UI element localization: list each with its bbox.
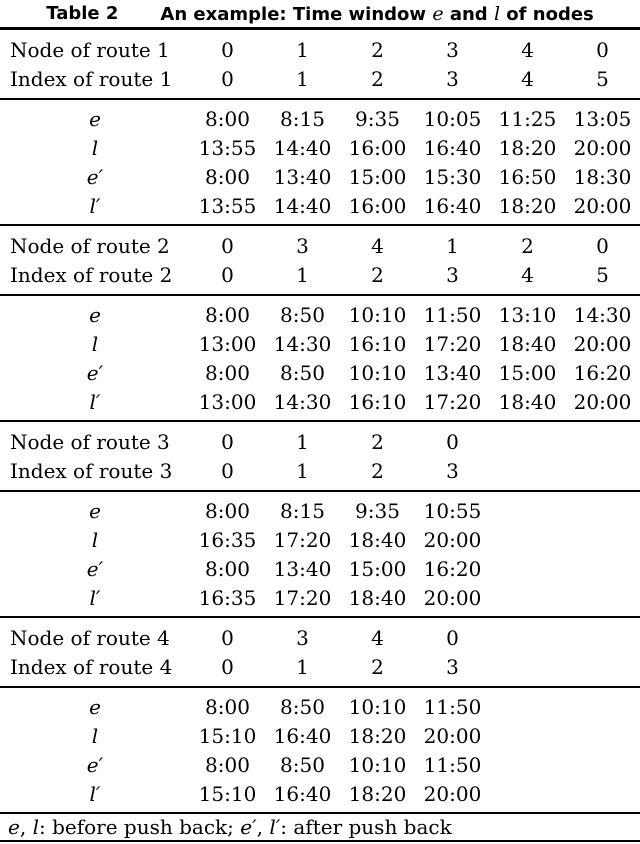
route-1-time-row-value: 13:55 (198, 193, 257, 218)
route-4-time-row-value: 15:10 (198, 781, 257, 806)
route-1-time-row-value: 20:00 (573, 135, 632, 160)
route-4-time-row-value: 11:50 (423, 752, 482, 777)
route-4-time-row-label: l′ (89, 781, 101, 806)
route-3-time-row (0, 525, 640, 554)
route-4-index-row-value: 2 (371, 654, 384, 679)
table-footnote (0, 814, 640, 842)
table-caption (160, 3, 593, 25)
route-1-index-row-value: 2 (371, 66, 384, 91)
route-3-time-row (0, 554, 640, 583)
route-2-time-row-value: 13:10 (498, 302, 557, 327)
route-2-time-row-value: 8:50 (280, 302, 325, 327)
route-1-time-row-value: 16:40 (423, 193, 482, 218)
route-4-index-row-value: 1 (296, 654, 309, 679)
route-3-index-row-value: 1 (296, 458, 309, 483)
text-segment: , (256, 815, 270, 839)
route-4-time-row-value: 8:50 (280, 694, 325, 719)
route-2-time-row-value: 13:00 (198, 389, 257, 414)
route-1-index-row-value: 3 (446, 66, 459, 91)
route-2-index-row-value: 3 (446, 262, 459, 287)
route-1-index-row-value: 1 (296, 66, 309, 91)
route-4-node-row-value: 4 (371, 625, 384, 650)
route-2-node-row-value: 4 (371, 233, 384, 258)
route-2-time-row-value: 16:10 (348, 389, 407, 414)
route-1-index-row-value: 4 (521, 66, 534, 91)
route-2-index-row-value: 2 (371, 262, 384, 287)
route-2-time-row-value: 13:00 (198, 331, 257, 356)
text-segment: , (19, 815, 33, 839)
route-4-time-row-value: 18:20 (348, 781, 407, 806)
route-2-index-row-value: 4 (521, 262, 534, 287)
route-2-time-row-label: l (91, 331, 99, 356)
route-3-node-row-value: 2 (371, 429, 384, 454)
route-4-time-row-label: e′ (86, 752, 104, 777)
table-number-label: Table 2 (46, 3, 119, 24)
route-1-time-row-value: 8:00 (205, 164, 250, 189)
route-3-time-row-value: 8:00 (205, 556, 250, 581)
route-1-time-row-value: 14:40 (273, 193, 332, 218)
route-4-time-row-value: 15:10 (198, 723, 257, 748)
route-4-node-row-value: 0 (446, 625, 459, 650)
route-3-time-row-value: 18:40 (348, 527, 407, 552)
route-2-node-row-label: Node of route 2 (10, 233, 170, 258)
route-1-time-row-value: 13:40 (273, 164, 332, 189)
route-4-time-row-label: l (91, 723, 99, 748)
route-4-time-row-value: 8:00 (205, 694, 250, 719)
route-4-index-row-label: Index of route 4 (10, 654, 173, 679)
route-1-node-row-value: 0 (596, 37, 609, 62)
route-1-time-row-value: 15:00 (348, 164, 407, 189)
route-2-time-row-value: 18:40 (498, 389, 557, 414)
route-2-index-row-value: 5 (596, 262, 609, 287)
route-1-index-row-label: Index of route 1 (10, 66, 173, 91)
route-2-time-row-value: 8:00 (205, 302, 250, 327)
route-1-time-row-value: 20:00 (573, 193, 632, 218)
route-1-node-row-value: 2 (371, 37, 384, 62)
route-2-time-row-value: 20:00 (573, 389, 632, 414)
route-1-time-row-label: l′ (89, 193, 101, 218)
math-variable: e (8, 815, 20, 839)
route-3-time-row-value: 8:15 (280, 498, 325, 523)
route-1-time-row-value: 18:30 (573, 164, 632, 189)
route-3-time-row-value: 16:20 (423, 556, 482, 581)
route-1-time-row-value: 16:50 (498, 164, 557, 189)
route-3-time-row-label: l (91, 527, 99, 552)
route-3-time-row-label: e′ (86, 556, 104, 581)
route-2-time-row (0, 387, 640, 416)
route-2-time-row (0, 329, 640, 358)
route-1-time-row-value: 18:20 (498, 135, 557, 160)
route-2-time-row-value: 16:20 (573, 360, 632, 385)
route-1-time-row (0, 104, 640, 133)
route-2-time-row-value: 14:30 (273, 331, 332, 356)
route-2-time-row-value: 16:10 (348, 331, 407, 356)
route-3-time-row-value: 20:00 (423, 527, 482, 552)
route-4-node-row (0, 623, 640, 652)
route-2-time-row-label: l′ (89, 389, 101, 414)
route-2-index-row-value: 1 (296, 262, 309, 287)
route-4-time-row-label: e (89, 694, 101, 719)
route-1-time-row-value: 8:00 (205, 106, 250, 131)
route-1-time-row-value: 16:00 (348, 135, 407, 160)
route-2-time-row-value: 10:10 (348, 302, 407, 327)
route-2-header-section (0, 226, 640, 296)
route-2-node-row (0, 231, 640, 260)
route-2-time-row-label: e (89, 302, 101, 327)
route-3-time-section (0, 492, 640, 618)
math-variable: l (493, 2, 501, 25)
route-4-time-row-value: 10:10 (348, 752, 407, 777)
route-1-time-row-value: 15:30 (423, 164, 482, 189)
text-segment: : before push back; (38, 815, 241, 839)
route-2-time-section (0, 296, 640, 422)
route-3-time-row-label: e (89, 498, 101, 523)
route-1-time-row-value: 18:20 (498, 193, 557, 218)
route-4-time-row (0, 779, 640, 808)
route-3-index-row-label: Index of route 3 (10, 458, 173, 483)
route-1-time-row-value: 16:00 (348, 193, 407, 218)
route-1-index-row-value: 5 (596, 66, 609, 91)
route-3-time-row-value: 20:00 (423, 585, 482, 610)
route-2-time-row-value: 17:20 (423, 331, 482, 356)
route-2-time-row-value: 18:40 (498, 331, 557, 356)
route-4-time-row-value: 16:40 (273, 781, 332, 806)
route-2-time-row-label: e′ (86, 360, 104, 385)
table-title (0, 0, 640, 30)
route-4-node-row-label: Node of route 4 (10, 625, 170, 650)
route-3-time-row (0, 496, 640, 525)
route-2-node-row-value: 1 (446, 233, 459, 258)
route-1-time-row (0, 133, 640, 162)
route-1-time-row-value: 13:05 (573, 106, 632, 131)
route-1-time-section (0, 100, 640, 226)
route-4-time-row (0, 750, 640, 779)
route-2-node-row-value: 0 (596, 233, 609, 258)
route-2-node-row-value: 0 (221, 233, 234, 258)
route-2-time-row-value: 20:00 (573, 331, 632, 356)
route-1-time-row-label: e (89, 106, 101, 131)
route-3-time-row-value: 15:00 (348, 556, 407, 581)
route-1-time-row-value: 13:55 (198, 135, 257, 160)
text-segment: and (443, 3, 494, 25)
table-body (0, 30, 640, 814)
route-4-time-row (0, 721, 640, 750)
route-4-node-row-value: 3 (296, 625, 309, 650)
route-2-node-row-value: 2 (521, 233, 534, 258)
route-4-index-row (0, 652, 640, 681)
route-1-node-row-value: 0 (221, 37, 234, 62)
route-1-time-row-value: 10:05 (423, 106, 482, 131)
route-3-time-row (0, 583, 640, 612)
route-3-node-row (0, 427, 640, 456)
route-4-time-row (0, 692, 640, 721)
route-3-node-row-value: 0 (221, 429, 234, 454)
route-2-index-row-value: 0 (221, 262, 234, 287)
route-3-node-row-label: Node of route 3 (10, 429, 170, 454)
route-2-time-row (0, 300, 640, 329)
route-1-node-row-value: 4 (521, 37, 534, 62)
route-1-time-row-value: 11:25 (498, 106, 557, 131)
route-3-index-row-value: 3 (446, 458, 459, 483)
route-3-node-row-value: 0 (446, 429, 459, 454)
route-3-time-row-value: 13:40 (273, 556, 332, 581)
route-4-time-row-value: 8:00 (205, 752, 250, 777)
route-1-time-row-value: 16:40 (423, 135, 482, 160)
route-3-header-section (0, 422, 640, 492)
route-1-node-row-label: Node of route 1 (10, 37, 170, 62)
route-3-time-row-value: 10:55 (423, 498, 482, 523)
route-3-index-row-value: 2 (371, 458, 384, 483)
text-segment: : after push back (280, 815, 452, 839)
route-4-time-row-value: 20:00 (423, 781, 482, 806)
math-variable: l (32, 815, 39, 839)
route-1-node-row-value: 3 (446, 37, 459, 62)
route-3-time-row-value: 17:20 (273, 527, 332, 552)
route-4-time-row-value: 16:40 (273, 723, 332, 748)
route-3-index-row-value: 0 (221, 458, 234, 483)
route-2-time-row-value: 13:40 (423, 360, 482, 385)
route-4-time-row-value: 10:10 (348, 694, 407, 719)
route-4-index-row-value: 0 (221, 654, 234, 679)
route-3-time-row-value: 17:20 (273, 585, 332, 610)
route-1-time-row-value: 8:15 (280, 106, 325, 131)
route-1-node-row-value: 1 (296, 37, 309, 62)
route-2-time-row-value: 10:10 (348, 360, 407, 385)
route-4-time-section (0, 688, 640, 814)
route-2-time-row-value: 11:50 (423, 302, 482, 327)
route-1-index-row (0, 64, 640, 93)
route-2-time-row-value: 17:20 (423, 389, 482, 414)
route-4-time-row-value: 20:00 (423, 723, 482, 748)
route-2-index-row (0, 260, 640, 289)
route-1-time-row-value: 14:40 (273, 135, 332, 160)
route-3-node-row-value: 1 (296, 429, 309, 454)
route-2-node-row-value: 3 (296, 233, 309, 258)
route-3-index-row (0, 456, 640, 485)
route-2-time-row-value: 14:30 (273, 389, 332, 414)
route-1-time-row (0, 162, 640, 191)
text-segment: An example: Time window (160, 3, 433, 25)
math-variable: e (432, 2, 444, 25)
text-segment: of nodes (500, 3, 594, 25)
route-1-node-row (0, 35, 640, 64)
route-3-time-row-value: 16:35 (198, 527, 257, 552)
route-1-index-row-value: 0 (221, 66, 234, 91)
math-variable: e′ (240, 815, 257, 839)
route-3-time-row-value: 16:35 (198, 585, 257, 610)
route-4-time-row-value: 18:20 (348, 723, 407, 748)
route-1-header-section (0, 30, 640, 100)
route-2-time-row-value: 15:00 (498, 360, 557, 385)
route-4-header-section (0, 618, 640, 688)
route-1-time-row-label: e′ (86, 164, 104, 189)
math-variable: l′ (269, 815, 281, 839)
route-4-time-row-value: 11:50 (423, 694, 482, 719)
route-2-time-row (0, 358, 640, 387)
route-2-time-row-value: 8:00 (205, 360, 250, 385)
route-2-index-row-label: Index of route 2 (10, 262, 173, 287)
route-1-time-row (0, 191, 640, 220)
route-1-time-row-value: 9:35 (355, 106, 400, 131)
route-3-time-row-value: 18:40 (348, 585, 407, 610)
route-3-time-row-value: 9:35 (355, 498, 400, 523)
route-3-time-row-label: l′ (89, 585, 101, 610)
route-4-node-row-value: 0 (221, 625, 234, 650)
route-3-time-row-value: 8:00 (205, 498, 250, 523)
route-2-time-row-value: 14:30 (573, 302, 632, 327)
route-4-time-row-value: 8:50 (280, 752, 325, 777)
route-2-time-row-value: 8:50 (280, 360, 325, 385)
route-4-index-row-value: 3 (446, 654, 459, 679)
route-1-time-row-label: l (91, 135, 99, 160)
